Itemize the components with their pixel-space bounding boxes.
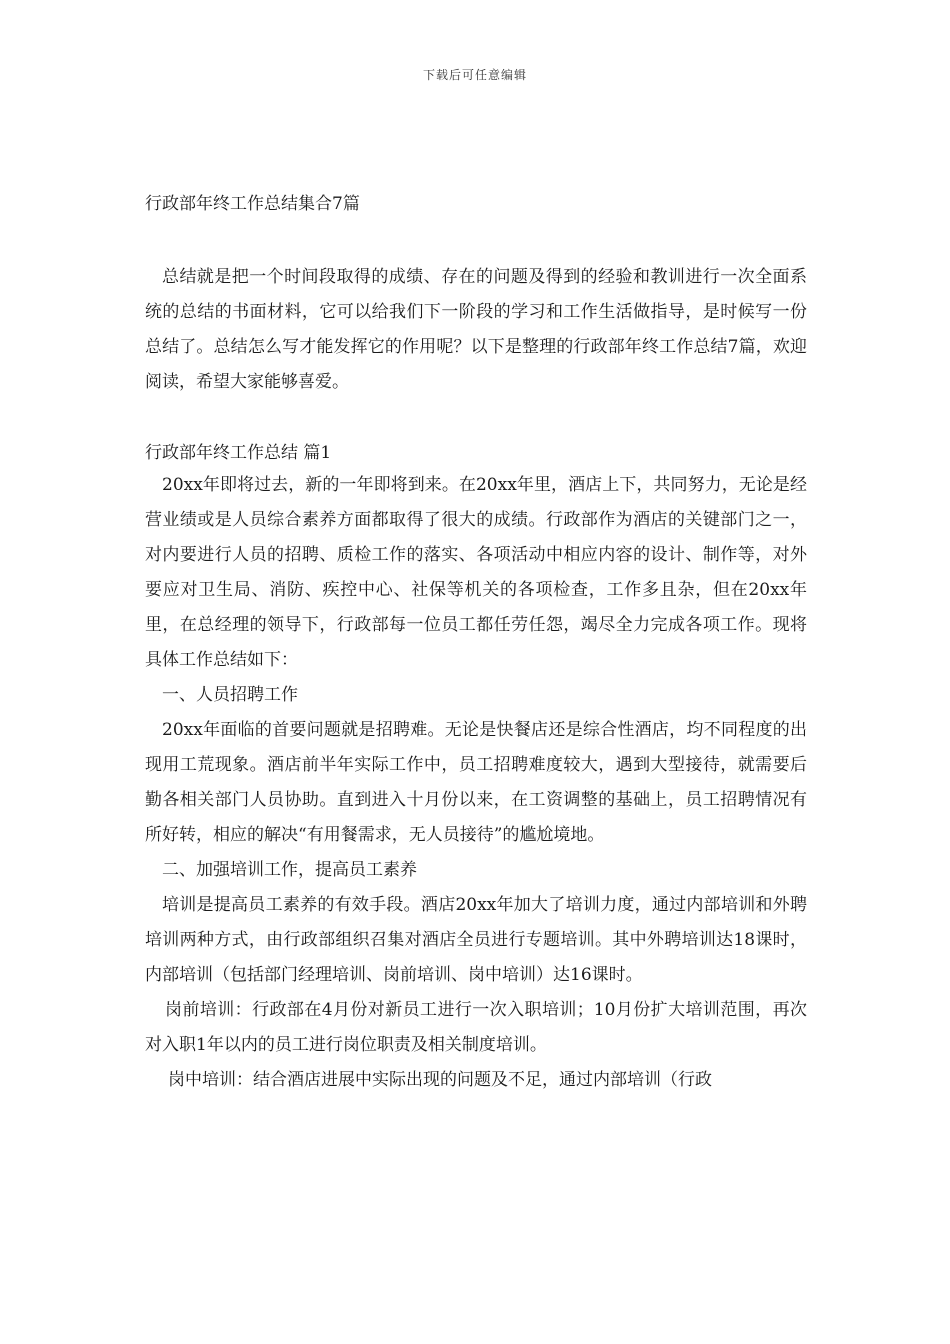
body-paragraph: 岗中培训：结合酒店进展中实际出现的问题及不足，通过内部培训（行政 — [168, 1070, 712, 1090]
header-note: 下载后可任意编辑 — [422, 68, 527, 82]
document-body — [145, 190, 807, 1098]
body-paragraph: 20xx年面临的首要问题就是招聘难。无论是快餐店还是综合性酒店，均不同程度的出现用工荒现象。酒店前半年实际工作中，员工招聘难度较大，遇到大型接待，就需要后勤各相关部门人员协助。直到进入十月份以来，在工资调整的基础上，员工招聘情况有所好转，相应的解决“有用餐需求，无人员接待”的尴尬境地。 — [145, 720, 807, 845]
body-paragraph: 20xx年即将过去，新的一年即将到来。在20xx年里，酒店上下，共同努力，无论是经营业绩或是人员综合素养方面都取得了很大的成绩。行政部作为酒店的关键部门之一，对内要进行人员的招聘、质检工作的落实、各项活动中相应内容的设计、制作等，对外要应对卫生局、消防、疾控中心、社保等机关的各项检查，工作多且杂，但在20xx年里，在总经理的领导下，行政部每一位员工都任劳任怨，竭尽全力完成各项工作。现将具体工作总结如下： — [145, 475, 807, 670]
document-title: 行政部年终工作总结集合7篇 — [145, 194, 360, 214]
body-paragraph: 培训是提高员工素养的有效手段。酒店20xx年加大了培训力度，通过内部培训和外聘培训两种方式，由行政部组织召集对酒店全员进行专题培训。其中外聘培训达18课时，内部培训（包括部门经理培训、岗前培训、岗中培训）达16课时。 — [145, 895, 807, 985]
intro-paragraph: 总结就是把一个时间段取得的成绩、存在的问题及得到的经验和教训进行一次全面系统的总结的书面材料，它可以给我们下一阶段的学习和工作生活做指导，是时候写一份总结了。总结怎么写才能发挥它的作用呢？以下是整理的行政部年终工作总结7篇，欢迎阅读，希望大家能够喜爱。 — [145, 267, 807, 392]
subheading-training: 二、加强培训工作，提高员工素养 — [162, 860, 417, 880]
body-paragraph: 岗前培训：行政部在4月份对新员工进行一次入职培训；10月份扩大培训范围，再次对入职1年以内的员工进行岗位职责及相关制度培训。 — [145, 1000, 807, 1055]
section-title: 行政部年终工作总结 篇1 — [145, 443, 332, 463]
subheading-recruitment: 一、人员招聘工作 — [162, 685, 298, 705]
